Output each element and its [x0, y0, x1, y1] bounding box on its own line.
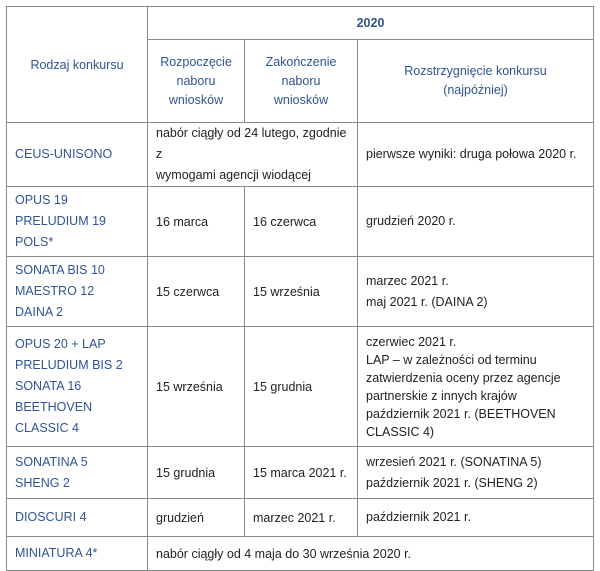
row-start: 15 września [148, 327, 245, 447]
row-result: czerwiec 2021 r. LAP – w zależności od terminu zatwierdzenia oceny przez agencje partnerskie z innych krajów październik 2021 r. (BEETHOVEN CLASSIC 4) [358, 327, 594, 447]
competitions-table [6, 6, 594, 571]
row-result: grudzień 2020 r. [358, 187, 594, 257]
row-end: 15 września [245, 257, 358, 327]
row-names: OPUS 20 + LAP PRELUDIUM BIS 2 SONATA 16 BEETHOVEN CLASSIC 4 [7, 327, 148, 447]
table-row [7, 447, 594, 499]
row-result: pierwsze wyniki: druga połowa 2020 r. [358, 123, 594, 187]
row-start: grudzień [148, 499, 245, 537]
row-end: 15 marca 2021 r. [245, 447, 358, 499]
row-result: październik 2021 r. [358, 499, 594, 537]
table-row [7, 187, 594, 257]
table-row [7, 123, 594, 187]
row-names: OPUS 19 PRELUDIUM 19 POLS* [7, 187, 148, 257]
row-end: 15 grudnia [245, 327, 358, 447]
table-row [7, 537, 594, 571]
header-end: Zakończenie naboru wniosków [245, 40, 358, 123]
row-full-span: nabór ciągły od 4 maja do 30 września 2020 r. [148, 537, 594, 571]
row-end: marzec 2021 r. [245, 499, 358, 537]
row-names: SONATINA 5 SHENG 2 [7, 447, 148, 499]
row-names: DIOSCURI 4 [7, 499, 148, 537]
row-recruitment-span: nabór ciągły od 24 lutego, zgodnie z wymogami agencji wiodącej [148, 123, 358, 187]
row-end: 16 czerwca [245, 187, 358, 257]
row-result: wrzesień 2021 r. (SONATINA 5) październik 2021 r. (SHENG 2) [358, 447, 594, 499]
row-result: marzec 2021 r. maj 2021 r. (DAINA 2) [358, 257, 594, 327]
row-names: SONATA BIS 10 MAESTRO 12 DAINA 2 [7, 257, 148, 327]
header-start: Rozpoczęcie naboru wniosków [148, 40, 245, 123]
header-result: Rozstrzygnięcie konkursu (najpóźniej) [358, 40, 594, 123]
row-names: CEUS-UNISONO [7, 123, 148, 187]
row-start: 15 grudnia [148, 447, 245, 499]
row-start: 16 marca [148, 187, 245, 257]
header-year: 2020 [148, 7, 594, 40]
header-kind: Rodzaj konkursu [7, 7, 148, 123]
row-names: MINIATURA 4* [7, 537, 148, 571]
table-row [7, 257, 594, 327]
table-row [7, 327, 594, 447]
table-row [7, 499, 594, 537]
row-start: 15 czerwca [148, 257, 245, 327]
